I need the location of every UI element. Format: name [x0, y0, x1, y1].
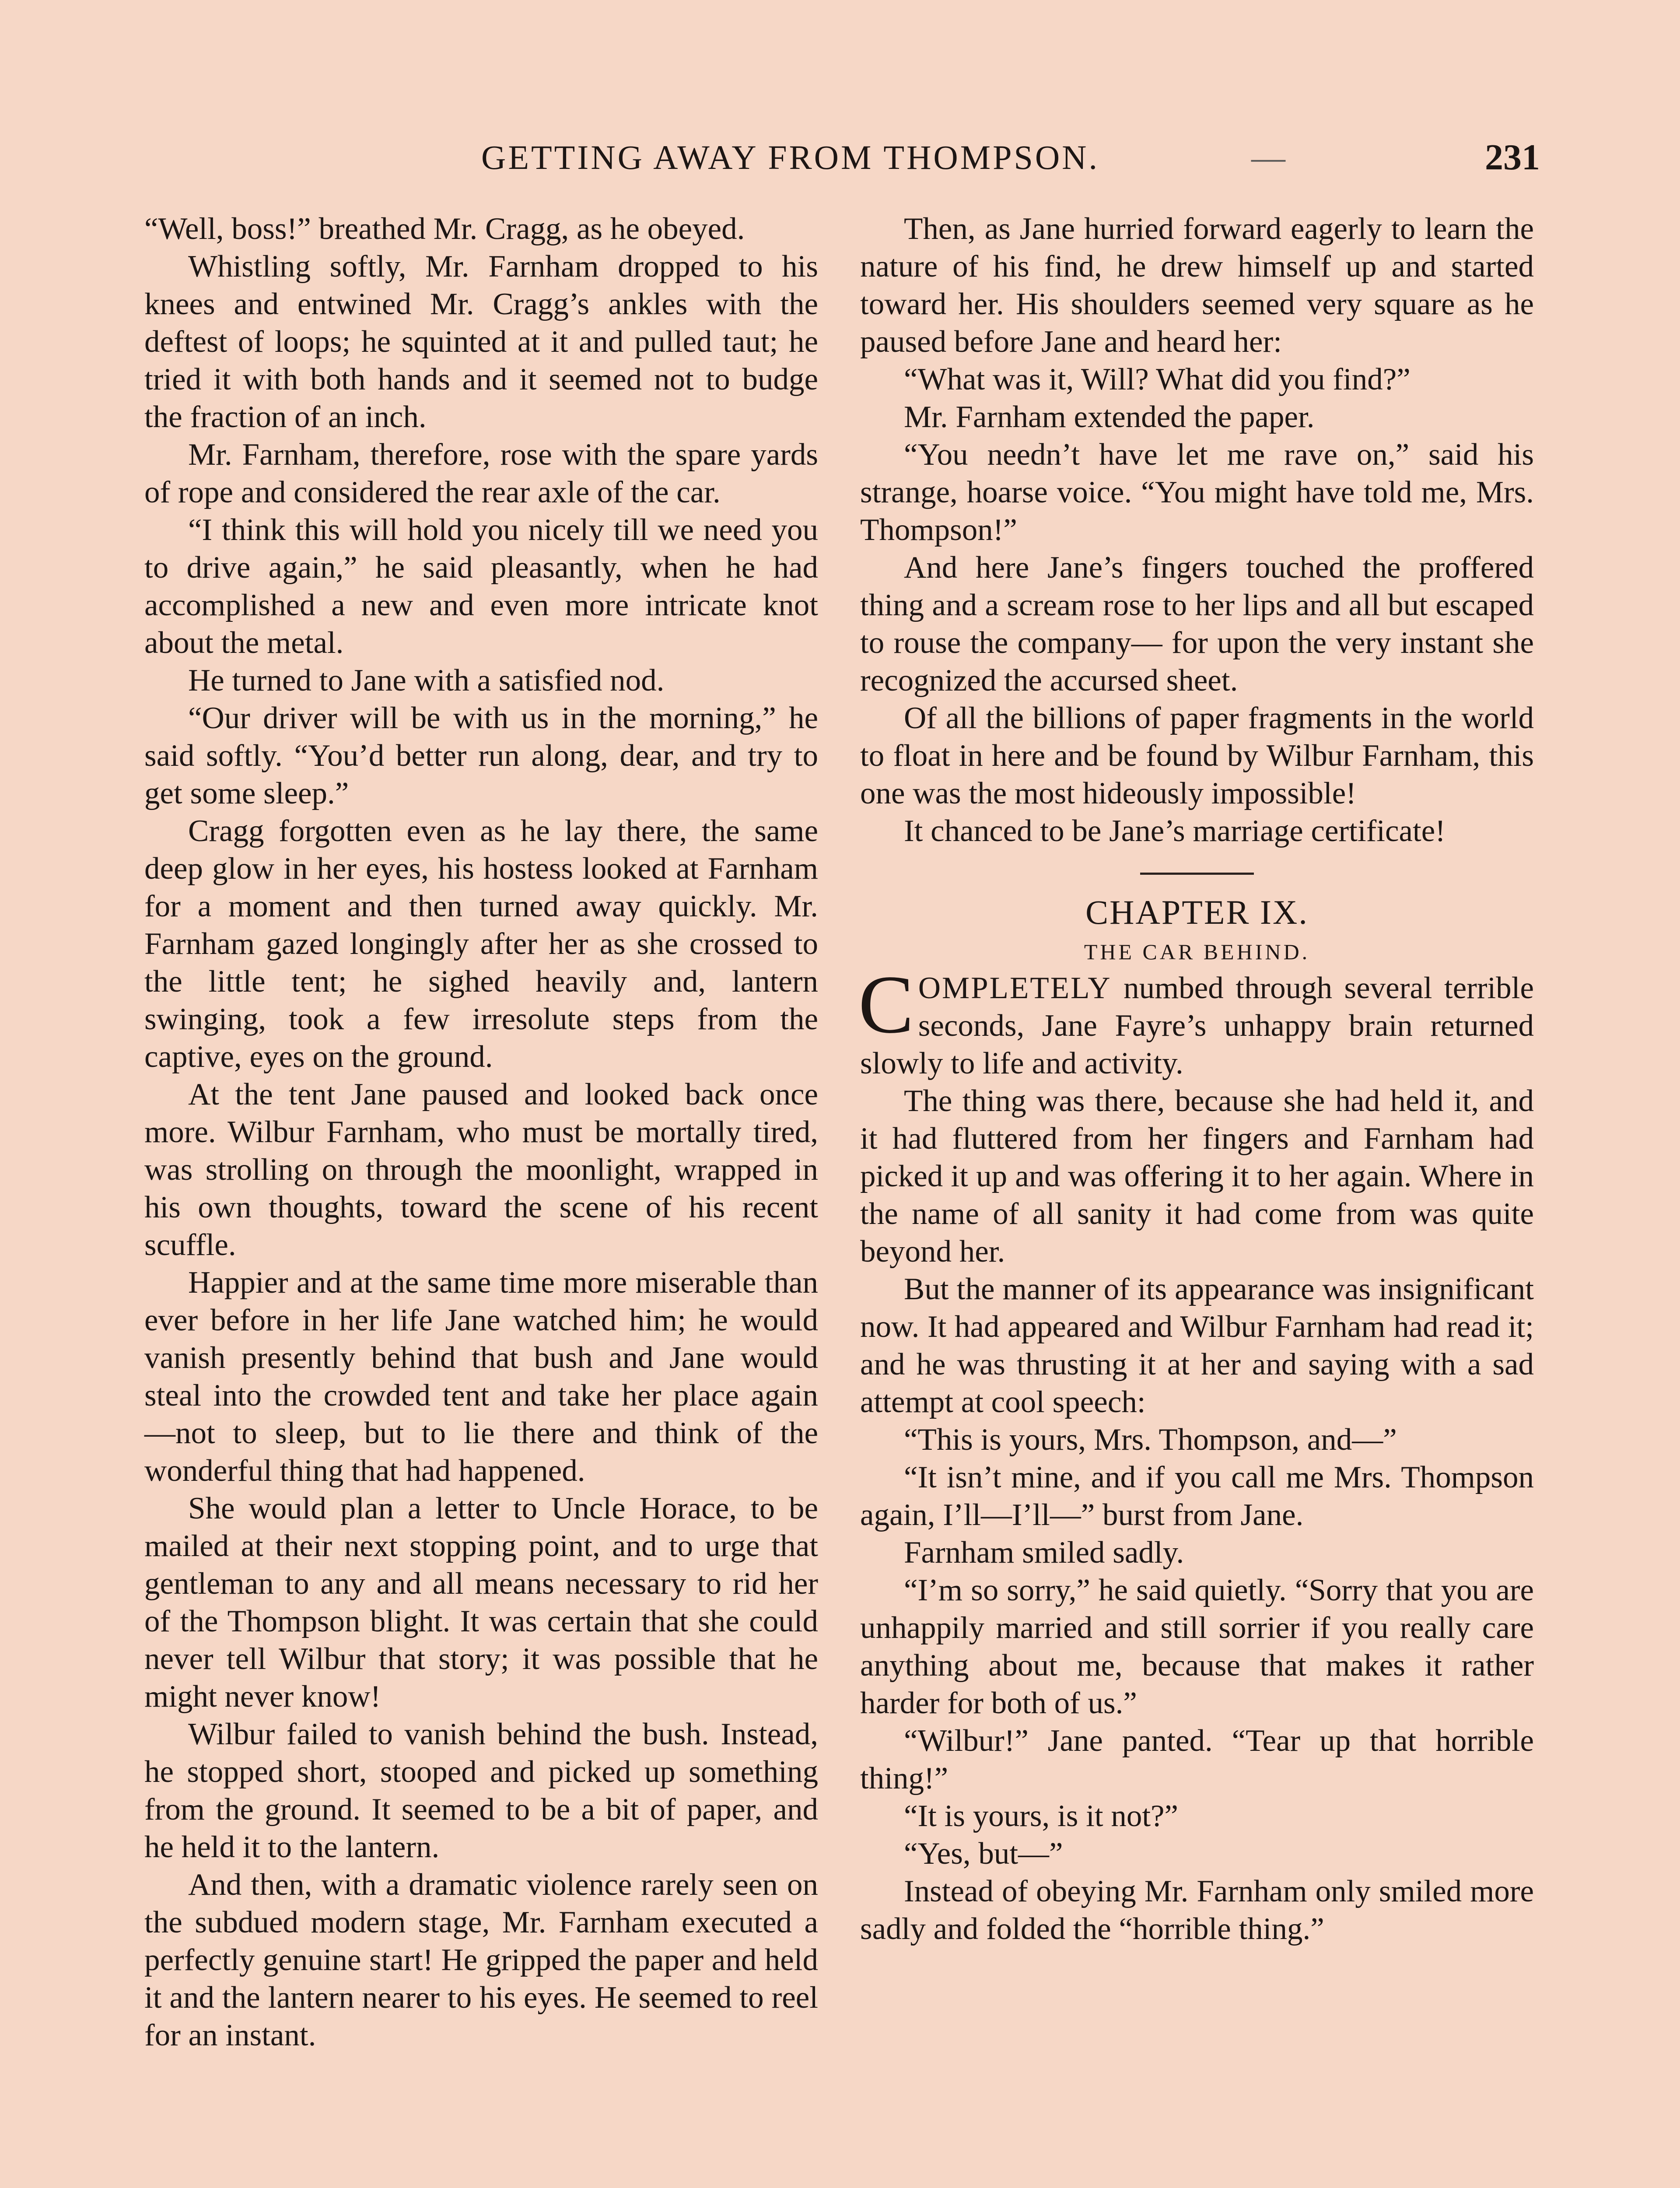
paragraph: “I think this will hold you nicely till we need you to drive again,” he said pleasantly, when he had accomplished a new and even more intricate knot about the metal.	[144, 513, 818, 660]
chapter-divider	[1140, 873, 1254, 875]
paragraph: She would plan a letter to Uncle Horace, to be mailed at their next stopping point, and to urge that gentleman to any and all means necessary to rid her of the Thompson blight. It was certain that she could never tell Wilbur that story; it was possible that he might never know!	[144, 1491, 818, 1714]
paragraph: Cragg forgotten even as he lay there, the same deep glow in her eyes, his hostess looked at Farnham for a moment and then turned away quickly. Mr. Farnham gazed longingly after her as she crossed to the little tent; he sighed heavily and, lantern swinging, took a few irresolute steps from the captive, eyes on the ground.	[144, 814, 818, 1074]
right-column	[860, 210, 1534, 1948]
page-number: 231	[1485, 137, 1540, 178]
paragraph: At the tent Jane paused and looked back once more. Wilbur Farnham, who must be mortally tired, was strolling on through the moonlight, wrapped in his own thoughts, toward the scene of his recent scuffle.	[144, 1077, 818, 1262]
paragraph: Mr. Farnham, therefore, rose with the spare yards of rope and considered the rear axle of the car.	[144, 438, 818, 509]
paragraph: But the manner of its appearance was insignificant now. It had appeared and Wilbur Farnham had read it; and he was thrusting it at her and saying with a sad attempt at cool speech:	[860, 1272, 1534, 1419]
paragraph: “Yes, but—”	[904, 1837, 1063, 1871]
paragraph: He turned to Jane with a satisfied nod.	[188, 663, 665, 698]
chapter-title: CHAPTER IX.	[1085, 893, 1309, 931]
paragraph: Then, as Jane hurried forward eagerly to learn the nature of his find, he drew himself up and started toward her. His shoulders seemed very square as he paused before Jane and heard her:	[860, 212, 1534, 359]
paragraph: Whistling softly, Mr. Farnham dropped to his knees and entwined Mr. Cragg’s ankles with the deftest of loops; he squinted at it and pulled taut; he tried it with both hands and it seemed not to budge the fraction of an inch.	[144, 249, 818, 434]
paragraph: It chanced to be Jane’s marriage certificate!	[904, 814, 1446, 848]
opening-word: OMPLETELY	[918, 971, 1112, 1005]
paragraph: And then, with a dramatic violence rarely seen on the subdued modern stage, Mr. Farnham executed a perfectly genuine start! He gripped the paper and held it and the lantern nearer to his eyes. He seemed to reel for an instant.	[144, 1868, 818, 2052]
paragraph: “I’m so sorry,” he said quietly. “Sorry that you are unhappily married and still sorrier if you really care anything about me, because that makes it rather harder for both of us.”	[860, 1573, 1534, 1720]
paragraph: Farnham smiled sadly.	[904, 1536, 1184, 1570]
paragraph: “It isn’t mine, and if you call me Mrs. Thompson again, I’ll—I’ll—” burst from Jane.	[860, 1460, 1534, 1532]
drop-cap: C	[858, 959, 914, 1051]
paragraph: Wilbur failed to vanish behind the bush. Instead, he stopped short, stooped and picked up something from the ground. It seemed to be a bit of paper, and he held it to the lantern.	[144, 1717, 818, 1864]
paragraph: “Our driver will be with us in the morning,” he said softly. “You’d better run along, dear, and try to get some sleep.”	[144, 701, 818, 810]
running-title: GETTING AWAY FROM THOMPSON.	[481, 138, 1100, 176]
paragraph: Of all the billions of paper fragments in the world to float in here and be found by Wilbur Farnham, this one was the most hideously impossible!	[860, 701, 1534, 810]
paragraph: Instead of obeying Mr. Farnham only smiled more sadly and folded the “horrible thing.”	[860, 1874, 1534, 1946]
paragraph: “Wilbur!” Jane panted. “Tear up that horrible thing!”	[860, 1724, 1534, 1795]
paragraph: “What was it, Will? What did you find?”	[904, 362, 1410, 396]
paragraph: “You needn’t have let me rave on,” said his strange, hoarse voice. “You might have told me, Mrs. Thompson!”	[860, 438, 1534, 547]
paragraph: “This is yours, Mrs. Thompson, and—”	[904, 1423, 1397, 1457]
paragraph: And here Jane’s fingers touched the proffered thing and a scream rose to her lips and all but escaped to rouse the company— for upon the very instant she recognized the accursed sheet.	[860, 551, 1534, 698]
opening-text: numbed through several terrible seconds, Jane Fayre’s unhappy brain returned slowly to life and activity.	[860, 971, 1534, 1080]
left-column	[144, 210, 818, 2054]
paragraph: “Well, boss!” breathed Mr. Cragg, as he obeyed.	[144, 212, 745, 246]
paragraph: Mr. Farnham extended the paper.	[904, 400, 1315, 434]
paragraph: Happier and at the same time more miserable than ever before in her life Jane watched him; he would vanish presently behind that bush and Jane would steal into the crowded tent and take her place again —not to sleep, but to lie there and think of the wonderful thing that had happened.	[144, 1266, 818, 1488]
header-dash: —	[1251, 138, 1285, 176]
chapter-subtitle: THE CAR BEHIND.	[1084, 940, 1310, 964]
page-header	[144, 136, 1540, 179]
paragraph: The thing was there, because she had held it, and it had fluttered from her fingers and Farnham had picked it up and was offering it to her again. Where in the name of all sanity it had come from was quite beyond her.	[860, 1084, 1534, 1269]
paragraph: “It is yours, is it not?”	[904, 1799, 1179, 1833]
chapter-opening-paragraph	[858, 959, 1534, 1082]
